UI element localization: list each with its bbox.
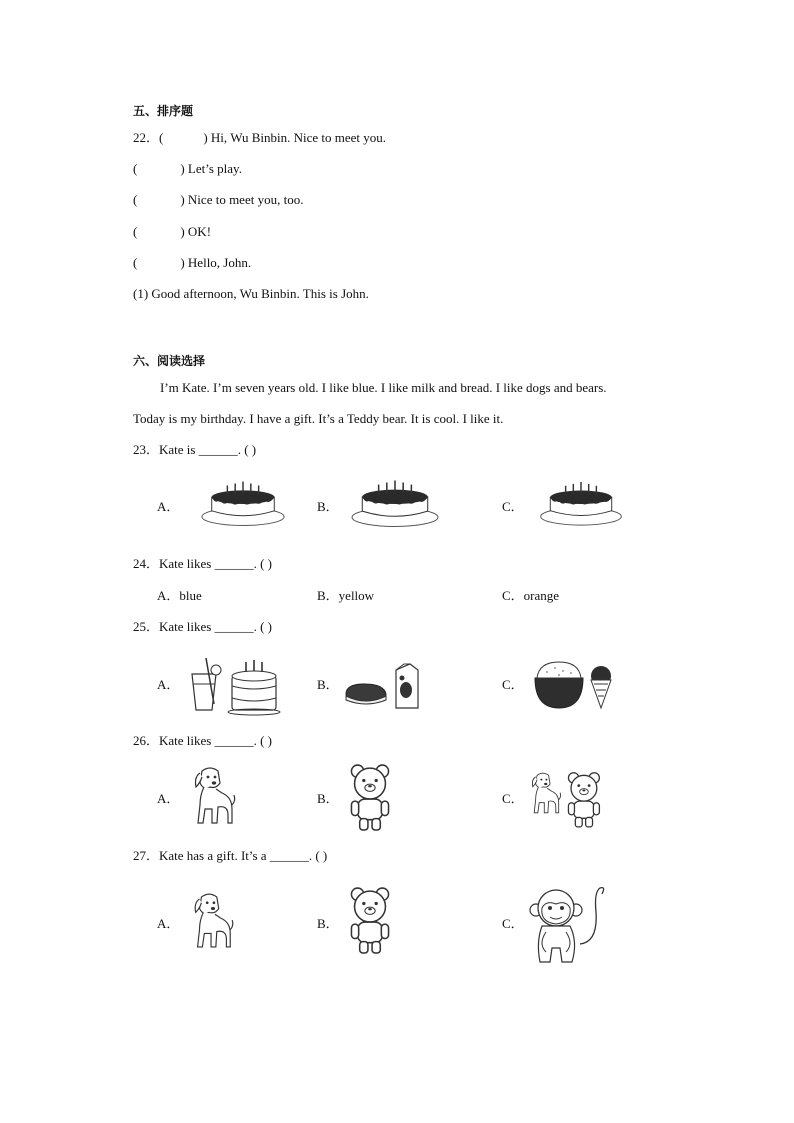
sort-item-3: [133, 192, 303, 208]
sort-item-text: ) Nice to meet you, too.: [180, 192, 304, 207]
q25-option-b-label[interactable]: B．: [317, 677, 339, 692]
section-five-title: 五、排序题: [133, 104, 194, 118]
sort-item-text: ) Hi, Wu Binbin. Nice to meet you.: [203, 130, 386, 145]
sort-item-1: [133, 130, 386, 146]
open-paren: (: [133, 192, 138, 207]
question-27-stem: 27．Kate has a gift. It’s a ______. ( ): [133, 848, 328, 863]
question-24-stem: 24．Kate likes ______. ( ): [133, 556, 273, 571]
bear-icon: [347, 763, 393, 836]
question-23-stem: 23．Kate is ______. ( ): [133, 442, 257, 457]
sort-item-4: [133, 224, 211, 240]
bread-and-milk-icon: [344, 656, 420, 715]
q25-option-c-label[interactable]: C．: [502, 677, 524, 692]
dog-and-bear-icon: [527, 771, 607, 834]
sort-item-text: ) OK!: [180, 224, 212, 239]
q26-option-b-label[interactable]: B．: [317, 791, 339, 806]
q26-option-a-label[interactable]: A．: [157, 791, 180, 806]
q23-option-c-label[interactable]: C．: [502, 499, 524, 514]
question-26-stem: 26．Kate likes ______. ( ): [133, 733, 273, 748]
sort-item-5: [133, 255, 251, 271]
q27-option-a-label[interactable]: A．: [157, 916, 180, 931]
q24-option-a[interactable]: [157, 588, 202, 604]
q27-option-c-label[interactable]: C．: [502, 916, 524, 931]
monkey-icon: [528, 882, 604, 971]
open-paren: (: [133, 161, 138, 176]
dog-icon: [188, 888, 236, 959]
q23-option-b-label[interactable]: B．: [317, 499, 339, 514]
q27-option-b-label[interactable]: B．: [317, 916, 339, 931]
q24-option-b[interactable]: [317, 588, 374, 604]
q24-option-c[interactable]: [502, 588, 559, 604]
option-label: B．: [317, 588, 339, 603]
q23-option-a-label[interactable]: A．: [157, 499, 180, 514]
birthday-cake-icon: [538, 480, 624, 533]
open-paren: (: [133, 224, 138, 239]
question-25-stem: 25．Kate likes ______. ( ): [133, 619, 273, 634]
open-paren: (: [133, 255, 138, 270]
option-text: orange: [523, 588, 560, 603]
passage-line-2: Today is my birthday. I have a gift. It’s a Teddy bear. It is cool. I like it.: [133, 411, 504, 426]
sort-item-text: ) Let’s play.: [180, 161, 242, 176]
option-text: yellow: [338, 588, 375, 603]
q26-option-c-label[interactable]: C．: [502, 791, 524, 806]
sort-item-text: ) Hello, John.: [180, 255, 252, 270]
birthday-cake-icon: [350, 478, 440, 535]
dog-icon: [188, 763, 238, 834]
bear-icon: [347, 886, 393, 959]
sort-item-2: [133, 161, 242, 177]
option-label: A．: [157, 588, 180, 603]
passage-line-1: I’m Kate. I’m seven years old. I like blue. I like milk and bread. I like dogs and bears.: [160, 380, 607, 395]
juice-and-cake-icon: [188, 654, 283, 717]
section-six-title: 六、阅读选择: [133, 354, 206, 368]
option-text: blue: [179, 588, 202, 603]
given-first-line: (1) Good afternoon, Wu Binbin. This is John.: [133, 286, 369, 301]
question-number: 22．(: [133, 130, 164, 145]
birthday-cake-icon: [200, 478, 286, 535]
option-label: C．: [502, 588, 524, 603]
q25-option-a-label[interactable]: A．: [157, 677, 180, 692]
rice-and-ice-cream-icon: [533, 656, 613, 717]
